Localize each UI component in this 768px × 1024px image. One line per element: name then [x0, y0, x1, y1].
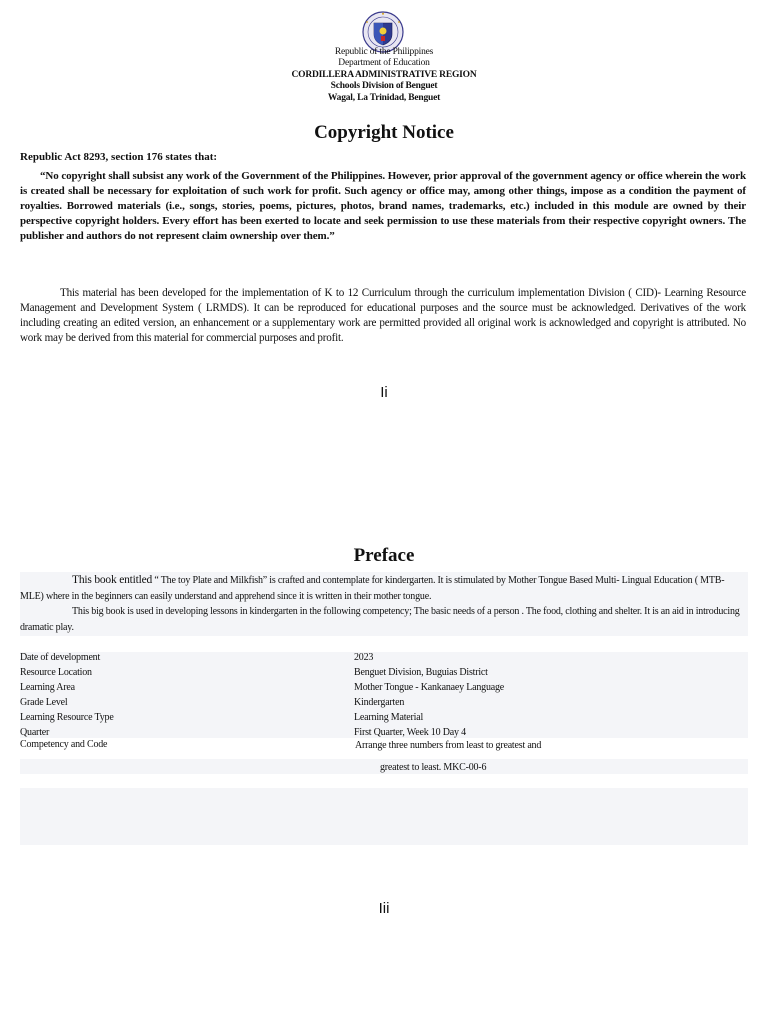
details-value: Mother Tongue - Kankanaey Language: [354, 682, 505, 693]
details-label: Date of development: [20, 652, 101, 663]
page-number: Iii: [378, 900, 390, 917]
details-value: Learning Material: [354, 712, 424, 723]
details-row: [20, 665, 748, 680]
details-value: Benguet Division, Buguias District: [354, 667, 488, 678]
details-row: [20, 710, 748, 725]
preface-paragraph-1: [20, 573, 746, 604]
competency-value-line-2: greatest to least. MKC-00-6: [380, 762, 487, 773]
empty-shade-block: [20, 788, 748, 845]
copyright-quote: “No copyright shall subsist any work of the Government of the Philippines. However, prior approval of the government agency or office wherein the work is created shall be necessary for exploitation of such work for profit. Such agency or office may, among other things, impose as a condition the payment of royalties. Borrowed materials (i.e., songs, stories, poems, pictures, photos, brand names, trademarks, etc.) included in this module are owned by their perspective copyright holders. Every effort has been exerted to locate and seek permission to use these materials from their respective copyright owners. The publisher and authors do not represent claim ownership over them.”: [20, 170, 746, 242]
details-row: [20, 650, 748, 665]
details-label: Resource Location: [20, 667, 92, 678]
details-value: Kindergarten: [354, 697, 405, 708]
details-label: Learning Area: [20, 682, 75, 693]
header-republic: Republic of the Philippines: [334, 47, 434, 57]
competency-value-line-1: Arrange three numbers from least to greatest and: [355, 740, 542, 751]
header-department: Department of Education: [338, 58, 430, 69]
copyright-notice-title: Copyright Notice: [314, 122, 454, 143]
details-row: [20, 695, 748, 710]
details-value: First Quarter, Week 10 Day 4: [354, 727, 466, 738]
preface-title: Preface: [353, 545, 415, 566]
details-label: Grade Level: [20, 697, 68, 708]
preface-body: [20, 573, 746, 635]
material-statement: This material has been developed for the implementation of K to 12 Curriculum through the curriculum implementation Division ( CID)- Learning Resource Management and Development System ( LRMDS). It can be reproduced for educational purposes and the source must be acknowledged. Derivatives of the work including creating an edited version, an enhancement or a supplementary work are permitted provided all original work is acknowledged and copyright is attributed. No work may be derived from this material for commercial purposes and profit.: [20, 287, 746, 344]
details-label: Learning Resource Type: [20, 712, 114, 723]
header-region: CORDILLERA ADMINISTRATIVE REGION: [291, 69, 477, 80]
page-number: Ii: [380, 384, 388, 401]
preface-paragraph-2: This big book is used in developing lessons in kindergarten in the following competency; The basic needs of a person . The food, clothing and shelter. It is an aid in introducing dramatic play.: [20, 606, 740, 633]
details-label: Quarter: [20, 727, 50, 738]
details-row: [20, 680, 748, 695]
header-address: Wagal, La Trinidad, Benguet: [327, 92, 441, 103]
preface-lead: This book entitled: [72, 574, 153, 586]
republic-act-line: Republic Act 8293, section 176 states that:: [20, 151, 218, 163]
header-division: Schools Division of Benguet: [330, 81, 438, 92]
preface-paragraph-1-text: “ The toy Plate and Milkfish” is crafted and contemplate for kindergarten. It is stimulated by Mother Tongue Based Multi- Lingual Education ( MTB-MLE) where in the beginners can easily understand and apprehend since it is written in their mother tongue.: [20, 575, 725, 602]
details-value: 2023: [354, 652, 374, 663]
letterhead: [0, 47, 768, 104]
competency-label: Competency and Code: [20, 739, 108, 750]
